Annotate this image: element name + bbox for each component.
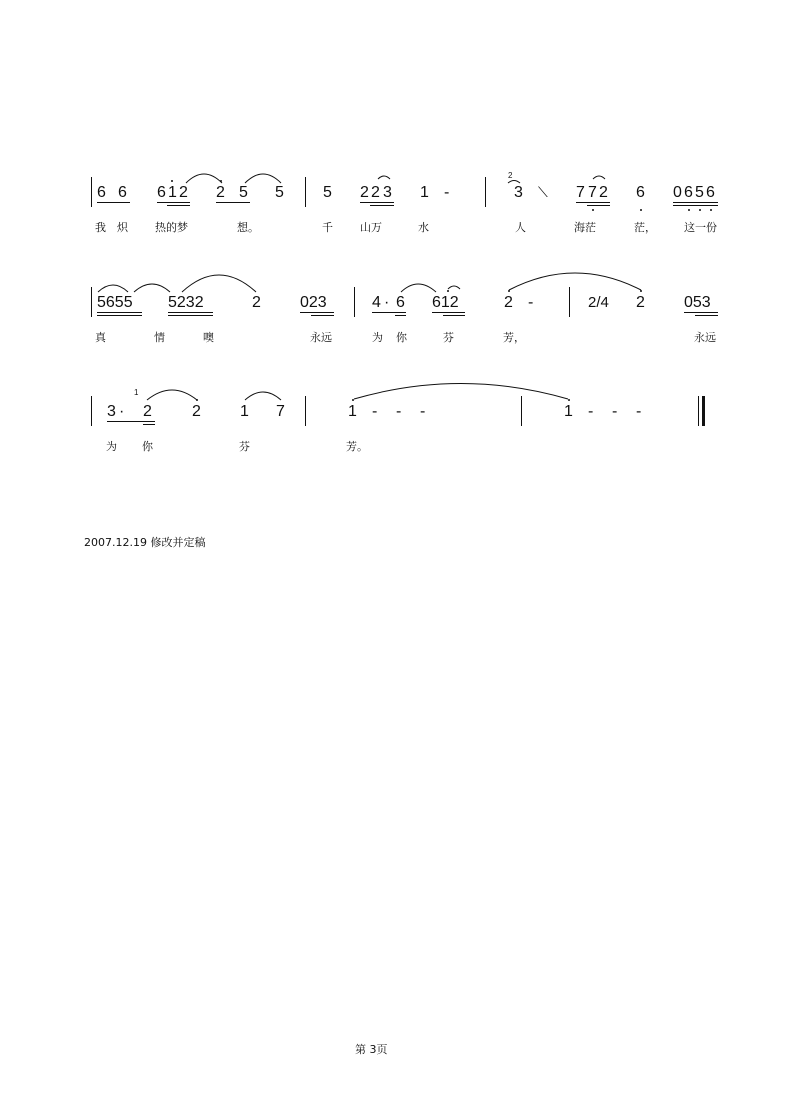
slur: [186, 174, 222, 183]
note: 6: [396, 294, 405, 311]
note: 5: [275, 184, 284, 201]
note: 5: [239, 184, 248, 201]
lyric: 噢: [203, 331, 214, 344]
slur: [509, 273, 641, 290]
note: 2: [360, 184, 369, 201]
note: -: [528, 294, 534, 311]
lyric: 我: [95, 221, 106, 234]
slur: [134, 284, 170, 292]
note: 2: [216, 184, 225, 201]
lyric: 永远: [310, 331, 332, 344]
note: 2: [636, 294, 645, 311]
lyric: 芬: [239, 440, 250, 453]
glissando-mark: ⟍: [538, 184, 548, 200]
lyric: 茫，: [634, 221, 656, 234]
lyric: 炽: [117, 221, 128, 234]
lyric: 你: [142, 440, 153, 453]
slur: [508, 181, 520, 184]
grace-note: 2: [508, 171, 513, 180]
note: 5232: [168, 294, 204, 311]
lyric: 想。: [237, 221, 259, 234]
slur: [593, 176, 605, 179]
note: 2: [192, 403, 201, 420]
lyric: 千: [322, 221, 333, 234]
lyric: 芬: [443, 331, 454, 344]
lyric: 真: [95, 331, 106, 344]
note: -: [612, 403, 618, 420]
note: 5: [323, 184, 332, 201]
lyric: 山万: [360, 221, 382, 234]
lyric: 你: [396, 331, 407, 344]
lyric: 情: [154, 331, 165, 344]
slur: [182, 275, 256, 292]
note: 2: [252, 294, 261, 311]
slur: [147, 390, 197, 400]
note: -: [372, 403, 378, 420]
note: 023: [300, 294, 327, 311]
note: 1: [240, 403, 249, 420]
note: 6: [118, 184, 127, 201]
note: 2: [599, 184, 608, 201]
grace-note: 1: [134, 388, 139, 397]
page-number: 第 3页: [355, 1043, 388, 1056]
note: 6: [706, 184, 715, 201]
lyric: 热的梦: [155, 221, 188, 234]
note: 053: [684, 294, 711, 311]
note: 2: [371, 184, 380, 201]
note: 5655: [97, 294, 133, 311]
note: -: [588, 403, 594, 420]
slur: [378, 176, 390, 179]
lyric: 为: [106, 440, 117, 453]
slur: [98, 285, 128, 292]
note: ·: [119, 403, 125, 420]
note: 3: [514, 184, 523, 201]
time-signature: 2/4: [588, 294, 609, 311]
lyric: 为: [372, 331, 383, 344]
note: 0: [673, 184, 682, 201]
slur: [354, 384, 568, 400]
revision-note: 2007.12.19 修改并定稿: [84, 536, 206, 549]
slur: [448, 286, 460, 289]
note: 6: [157, 184, 166, 201]
note: -: [444, 184, 450, 201]
slur: [245, 392, 281, 400]
lyric: 海茫: [574, 221, 596, 234]
slur: [401, 284, 436, 292]
lyric: 水: [418, 221, 429, 234]
slur: [245, 174, 281, 183]
note: -: [396, 403, 402, 420]
lyric: 芳。: [346, 440, 368, 453]
note: -: [420, 403, 426, 420]
note: 6: [684, 184, 693, 201]
lyric: 人: [515, 221, 526, 234]
note: 2: [179, 184, 188, 201]
note: 1: [168, 184, 177, 201]
note: 3: [383, 184, 392, 201]
lyric: 永远: [694, 331, 716, 344]
note: 3: [107, 403, 116, 420]
note: 2: [143, 403, 152, 420]
note: 6: [636, 184, 645, 201]
note: 1: [348, 403, 357, 420]
note: ·: [384, 294, 390, 311]
note: 4: [372, 294, 381, 311]
note: 1: [420, 184, 429, 201]
note: 2: [504, 294, 513, 311]
note: 7: [276, 403, 285, 420]
note: 1: [564, 403, 573, 420]
note: 5: [695, 184, 704, 201]
lyric: 芳，: [503, 331, 525, 344]
note: 612: [432, 294, 459, 311]
note: 6: [97, 184, 106, 201]
lyric: 这一份: [684, 221, 717, 234]
note: -: [636, 403, 642, 420]
note: 7: [576, 184, 585, 201]
note: 7: [588, 184, 597, 201]
